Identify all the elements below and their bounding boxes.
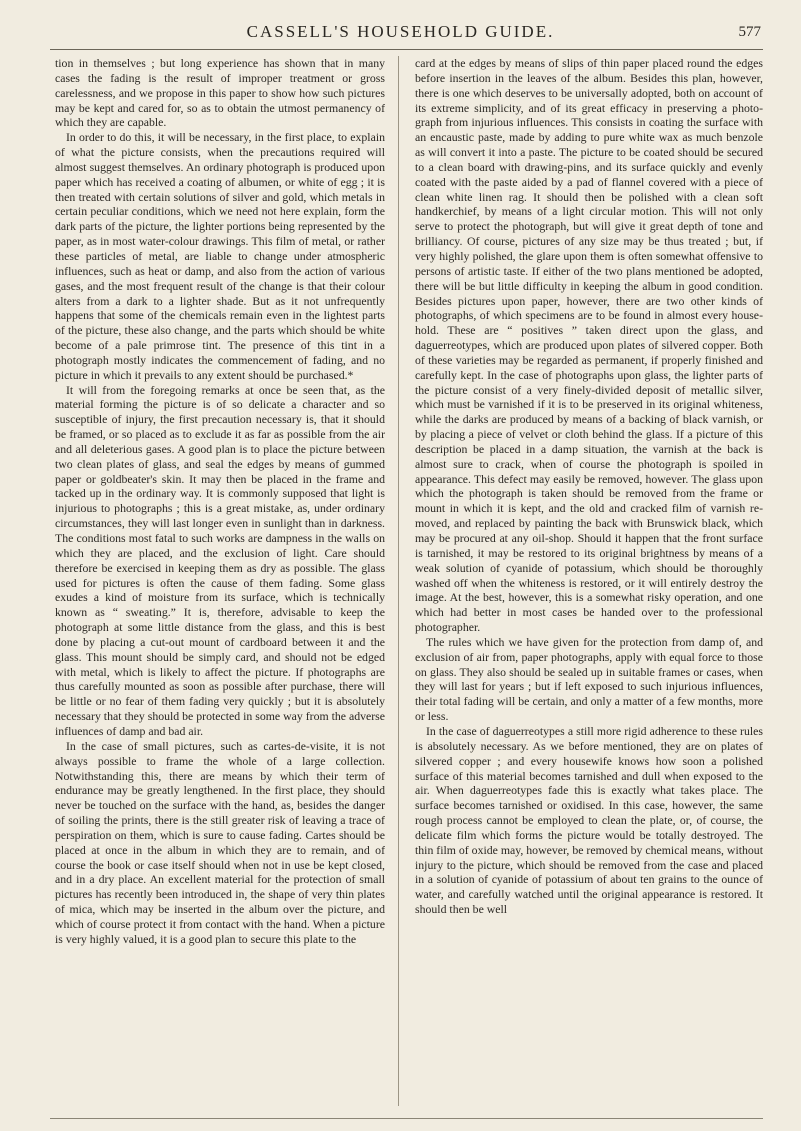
paragraph: It will from the foregoing remarks at once be seen that, as the material forming the picture is of so delicate a character and so susceptible of injury, the first precaution necessary is, that it should be framed, or so placed as to exclude it as far as possible from the air and all deleterious gases. A good plan is to place the picture between two clean plates of glass, and seal the edges by means of gummed paper or goldbeater's skin. It may then be placed in the frame and tacked up in the ordinary way. It is commonly supposed that light is injurious to photographs ; this is a great mistake, as, under ordinary circumstances, they will last longer even in sunlight than in darkness. The conditions most fatal to such works are dampness in the walls on which they are placed, and the exclusion of light. Care should therefore be exercised in keeping them as dry as possible. The glass used for pictures is often the cause of them fading. Some glass exudes a kind of moisture from its surface, which is technically known as “ sweating.” It is, therefore, advisable to keep the photograph at some little distance from the glass, and this is best done by placing a cut-out mount of cardboard between it and the glass. This mount should be simply card, and should not be edged with metal, which is likely to affect the picture. If photographs are thus carefully mounted as soon as possible after purchase, there will be little or no fear of them fading very quickly ; but it is absolutely necessary that they should be protected in some way from the adverse influences of damp and bad air. — [55, 382, 385, 738]
footer-rule — [50, 1118, 763, 1119]
left-column — [55, 56, 385, 1106]
paragraph: In the case of daguerreotypes a still more rigid adherence to these rules is absolutely necessary. As we before mentioned, they are on plates of silvered copper ; and every housewife knows how soon a polished surface of this material becomes tarnished and dull when exposed to the air. When daguerreotypes fade this is exactly what takes place. The surface becomes tarnished or oxidised. In this case, however, the same rough process cannot be employed to clean the plate, or, of course, the delicate film which forms the picture would be totally destroyed. The thin film of oxide may, however, be removed by chemical means, without injury to the picture, which should be removed from the case and placed in a solution of cyanide of potassium of about ten grains to the ounce of water, and carefully watched until the original appearance is restored. It should then be well — [415, 723, 763, 917]
right-column — [415, 56, 763, 1106]
running-header — [0, 22, 801, 48]
header-rule — [50, 49, 763, 50]
running-title: CASSELL'S HOUSEHOLD GUIDE. — [246, 22, 555, 41]
paragraph: The rules which we have given for the protection from damp of, and exclusion of air from, paper photographs, apply with equal force to those on glass. They also should be sealed up in suitable frames or cases, when they will last for years ; but if left exposed to such injurious influences, their total fading will be certain, and only a matter of a few months, more or less. — [415, 634, 763, 724]
paragraph: In order to do this, it will be necessary, in the first place, to explain of what the picture consists, when the precautions required will almost suggest themselves. An ordinary photograph is produced upon paper which has received a coating of albumen, or white of egg ; it is then treated with certain solutions of silver and gold, which metals in certain peculiar conditions, which we need not here explain, form the dark parts of the picture, the lighter portions being represented by the paper, as in most water-colour drawings. This film of metal, or rather these particles of metal, are liable to change under atmospheric influences, such as heat or damp, and also from the action of various gases, and the most frequent result of the change is that their colour alters from a dark to a lighter shade. But as it not unfrequently happens that some of the chemicals remain even in the lightest parts of the picture, these also change, and the parts which should be white become of a pale primrose tint. The presence of this tint in a photograph mostly indicates the commencement of fading, and no picture in which it prevails to any extent should be purchased.* — [55, 130, 385, 382]
paragraph: In the case of small pictures, such as cartes-de-visite, it is not always possible to frame the whole of a large collection. Notwithstanding this, there are means by which their term of endurance may be greatly lengthened. In the first place, they should never be touched on the surface with the hand, as, besides the danger of soiling the prints, there is the still greater risk of leaving a trace of perspiration on them, which is sure to cause fading. Cartes should be placed at once in the album in which they are to remain, and of course the book or case itself should when not in use be kept closed, and in a dry place. An excellent material for the protection of small pictures has recently been introduced in, the shape of very thin plates of mica, which may be inserted in the album over the picture, and which of course protect it from contact with the hand. When a picture is very highly valued, it is a good plan to secure this plate to the — [55, 738, 385, 946]
paragraph: tion in themselves ; but long experience has shown that in many cases the fading is the result of improper treatment or gross carelessness, and we propose in this paper to show how such pictures may be kept and cared for, so as to obtain the utmost permanency of which they are capable. — [55, 56, 385, 130]
paragraph: card at the edges by means of slips of thin paper placed round the edges before insertion in the leaves of the album. Besides this plan, however, there is one which deserves to be universally adopted, both on account of its extreme simplicity, and of its great efficacy in preserving a photograph from injurious influences. This consists in coating the surface with an encaustic paste, made by adding to pure white wax as much benzole as will convert it into a paste. The picture to be coated should be secured to a clean board with drawing-pins, and its surface quickly and evenly coated with the paste aided by a pad of flannel covered with a piece of clean white linen rag. It should then be polished with a clean soft handkerchief, by means of a light circular motion. This will not only serve to protect the photograph, but will give it great depth of tone and brilliancy. Of course, pictures of any size may be thus treated ; but, if very highly polished, the glare upon them is often somewhat offensive to persons of artistic taste. If either of the two plans mentioned be adopted, there will be but little difficulty in keeping the album in good condition. Besides pictures upon paper, however, there are two other kinds of photographs, of which specimens are to be found in almost every household. These are “ positives ” taken direct upon the glass, and daguerreotypes, which are produced upon plates of silvered copper. Both of these varieties may be regarded as permanent, if properly finished and carefully kept. In the case of photographs upon glass, the lighter parts of the picture consist of a very finely-divided deposit of metallic silver, which must be varnished if it is to be preserved in its original whiteness, while the darks are produced by means of a backing of black varnish, or by placing a piece of velvet or cloth behind the glass. If a picture of this description be placed in a damp situation, the varnish at the back is almost sure to crack, when of course the photograph is spoiled in appearance. This defect may easily be removed, however. The glass upon which the photograph is taken should be removed from the frame or mount in which it is kept, and the old and cracked film of varnish removed, and replaced by painting the back with Brunswick black, which may be procured at any oil-shop. Should it happen that the front surface is tarnished, it may be restored to its original brightness by means of a weak solution of cyanide of potassium, which should be thoroughly washed off when the whiteness is restored, or it will entirely destroy the image. At the best, however, this is a somewhat risky operation, and one which had better in most cases be handed over to the professional photographer. — [415, 56, 763, 635]
column-divider — [398, 56, 399, 1106]
page-number: 577 — [738, 24, 761, 40]
